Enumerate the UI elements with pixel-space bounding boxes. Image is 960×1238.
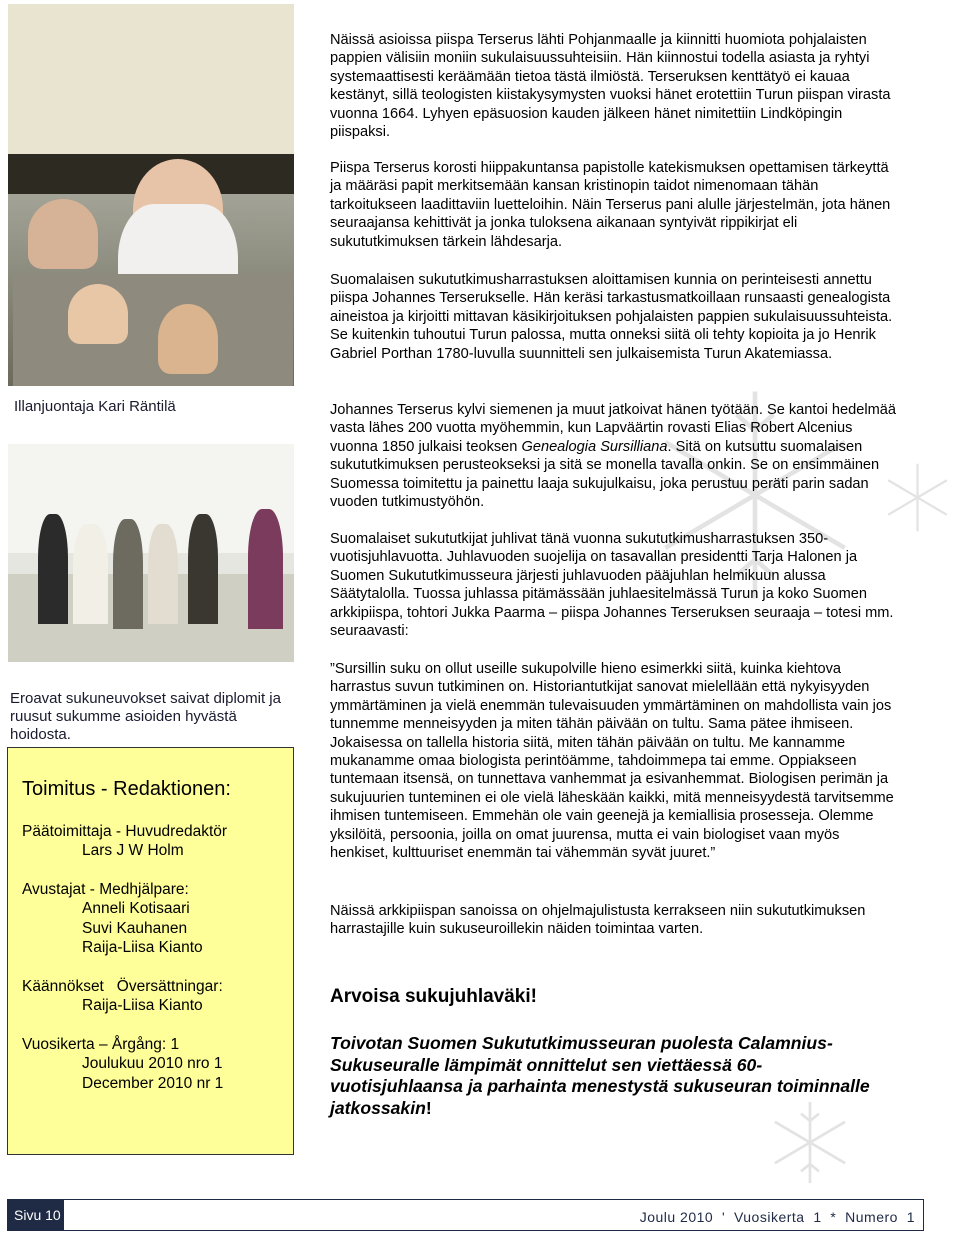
assistant-name: Raija-Liisa Kianto — [82, 939, 203, 956]
issue-info: Joulu 2010 ' Vuosikerta 1 * Numero 1 — [639, 1209, 915, 1225]
photo-host-speaking — [8, 4, 294, 386]
assistants-role: Avustajat - Medhjälpare: — [22, 880, 189, 898]
translations-role: Käännökset Översättningar: — [22, 977, 223, 995]
article-paragraph: Suomalaiset sukututkijat juhlivat tänä vuonna sukututkimusharrastuksen 350-vuotisjuhlavuotta. Juhlavuoden suojelija on tasavallan presidentti Tarja Halonen ja Suomen Sukututkimusseura järjesti juhlavuoden pääjuhlan helmikuun alussa Säätytalolla. Tuossa juhlassa pitämässään juhlaesitelmässä Turun ja koko Suomen arkkipiispa, tohtori Jukka Paarma – piispa Johannes Terseruksen seuraaja – totesi mm. seuraavasti: — [330, 531, 894, 640]
page-number: Sivu 10 — [8, 1200, 64, 1230]
book-title: Genealogia Sursilliana — [521, 438, 668, 455]
assistant-name: Anneli Kotisaari — [82, 900, 190, 917]
editorial-staff-box — [7, 747, 294, 1155]
editorial-title: Toimitus - Redaktionen: — [22, 778, 231, 800]
chief-editor-name: Lars J W Holm — [82, 842, 184, 859]
article-paragraph: Näissä asioissa piispa Terserus lähti Pohjanmaalle ja kiinnitti huomiota pohjalaisten pappien välisiin moniin sukulaisuussuhteisiin. Hän kiinnostui todella asiasta ja ryhtyi systemaattisesti keräämään tietoa tästä ilmiöstä. Terseruksen kenttätyö ei kauaa kestänyt, sillä teologisten kiistakysymysten vuoksi hänet erotettiin Turun piispan virasta vuonna 1664. Lyhyen epäsuosion kauden jälkeen hänet nimitettiin Lindköpingin piispaksi. — [330, 32, 891, 141]
issue-english: December 2010 nr 1 — [82, 1074, 224, 1092]
photo-diploma-recipients — [8, 444, 294, 662]
bottom-photo-caption: Eroavat sukuneuvokset saivat diplomit ja ruusut sukumme asioiden hyvästä hoidosta. — [10, 690, 281, 743]
closing-heading: Arvoisa sukujuhlaväki! — [330, 986, 537, 1007]
article-paragraph: Suomalaisen sukututkimusharrastuksen aloittamisen kunnia on perinteisesti annettu piispa Johannes Terserukselle. Hän keräsi tarkastusmatkoillaan runsaasti genealogista aineistoa ja kirjoitti mittavan käsikirjoituksen pohjalaisten pappien sukulaisuussuhteista. Se kuitenkin tuhoutui Turun palossa, mutta onneksi siitä oli tehty kopioita ja jo Henrik Gabriel Porthan 1780-luvulla suunnitteli sen julkaisemista Turun Akatemiassa. — [330, 272, 893, 362]
article-paragraph: Näissä arkkipiispan sanoissa on ohjelmajulistusta kerrakseen niin sukututkimuksen harrastajille kuin sukuseuroillekin näiden toimintaa varten. — [330, 903, 866, 938]
translator-name: Raija-Liisa Kianto — [82, 997, 203, 1014]
volume-role: Vuosikerta – Årgång: 1 — [22, 1035, 180, 1053]
closing-greeting: Toivotan Suomen Sukututkimusseuran puolesta Calamnius-Sukuseuralle lämpimät onnittelut sen viettäessä 60-vuotisjuhlaansa ja parhainta menestystä sukuseuran toiminnalle jatkossakin! — [330, 1033, 870, 1118]
article-paragraph: Johannes Terserus kylvi siemenen ja muut jatkoivat hänen työtään. Se kantoi hedelmää vasta lähes 200 vuotta myöhemmin, kun Lapväärtin rovasti Elias Robert Alcenius vuonna 1850 julkaisi teoksen Genealogia Sursilliana. Sitä on kutsuttu suomalaisen sukututkimuksen perusteokseksi ja sitä se monella tavalla onkin. Se on ensimmäinen Suomessa toimitettu ja painettu laaja sukujulkaisu, joka perustuu peräti parin sadan vuoden tutkimustyöhön. — [330, 402, 896, 511]
top-photo-caption: Illanjuontaja Kari Räntilä — [14, 398, 176, 415]
archbishop-quote: ”Sursillin suku on ollut useille sukupolville hieno esimerkki siitä, kuinka kiehtova harrastus suvun tutkiminen on. Historiantutkijat sanovat mielellään että nykyisyyden ymmärtäminen ja vielä enemmän tulevaisuuden ymmärtäminen on mahdollista vain jos tunnemme menneisyyden ja miten tähän päivään on tultu. Sama pätee ihmiseen. Jokaisessa on tallella historia siitä, miten tähän päivään on tultu. Me kannamme mukanamme omaa biologista perintöämme, tahdoimmepa tai emme. Oppiakseen tuntemaan itsensä, on tunnettava vanhemmat ja esivanhemmat. Biologisen perimän ja sukujuurien tunteminen ei ole vielä läheskään kaikki, mitä menneisyydestä tarvitsemme ihmisen tuntemiseen. Emmehän ole vain geenejä ja kemiallisia prosesseja. Olemme yksilöitä, persoonia, joilla on omat juurensa, mutta ei vain biologiset vaan myös henkiset, kulttuuriset enemmän tai vähemmän syvät juuret.” — [330, 661, 894, 862]
page-footer — [7, 1199, 924, 1231]
chief-editor-role: Päätoimittaja - Huvudredaktör — [22, 822, 228, 840]
article-paragraph: Piispa Terserus korosti hiippakuntansa papistolle katekismuksen opettamisen tärkeyttä ja määräsi papit merkitsemään kansan kristinopin taidot nimenomaan tähän tarkoitukseen laadittaviin luetteloihin. Näin Terserus pani alulle järjestelmän, jota hänen seuraajansa kehittivät ja jonka tuloksena aikanaan syntyivät rippikirjat eli sukututkimuksen tärkein lähdesarja. — [330, 160, 891, 250]
issue-finnish: Joulukuu 2010 nro 1 — [82, 1055, 223, 1072]
assistant-name: Suvi Kauhanen — [82, 919, 188, 937]
